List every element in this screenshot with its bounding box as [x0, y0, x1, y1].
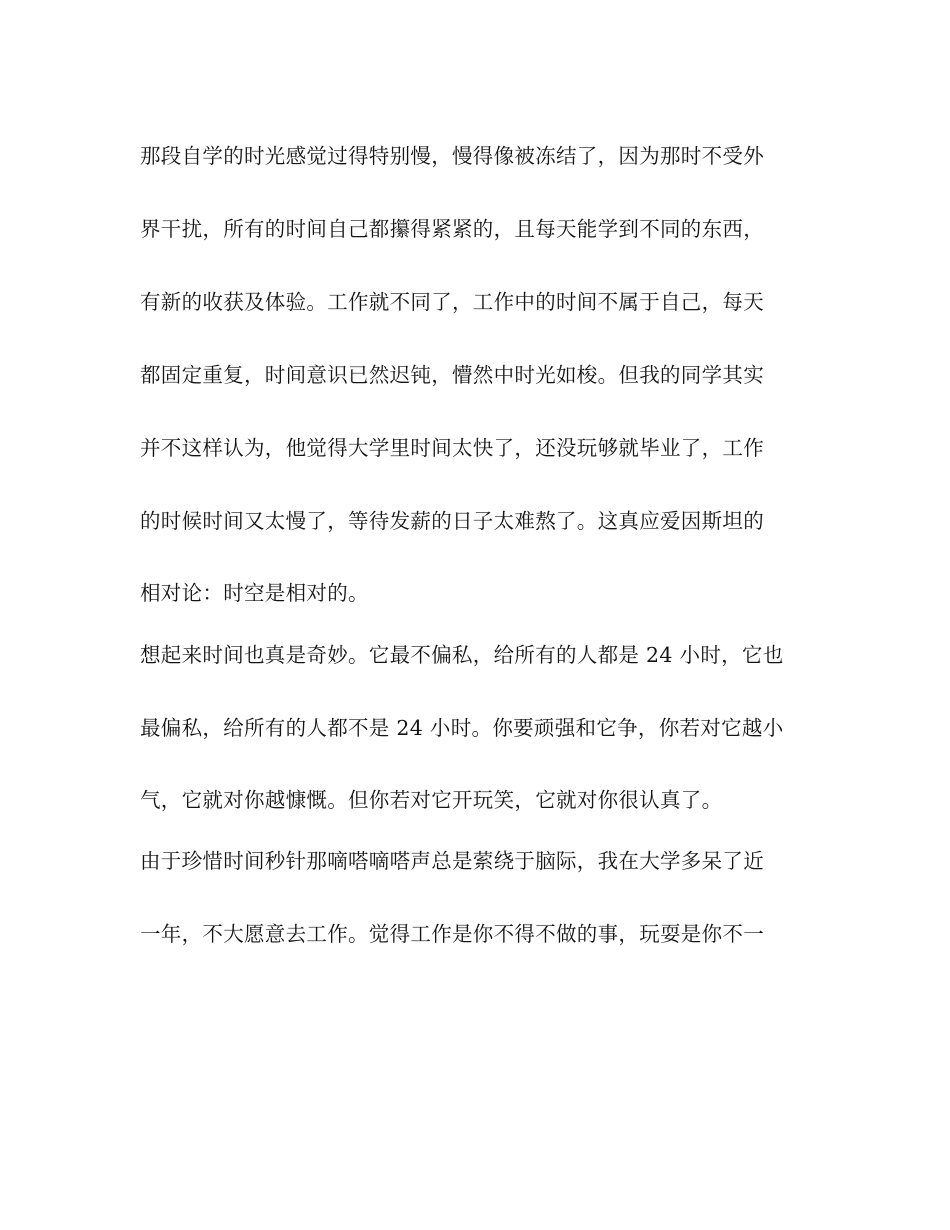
text-line: 想起来时间也真是奇妙。它最不偏私，给所有的人都是 24 小时，它也 — [140, 643, 784, 667]
text-line: 界干扰，所有的时间自己都攥得紧紧的，且每天能学到不同的东西， — [140, 217, 764, 241]
text-line: 有新的收获及体验。工作就不同了，工作中的时间不属于自己，每天 — [140, 290, 764, 314]
text-line: 相对论：时空是相对的。 — [140, 581, 369, 605]
text-line: 一年，不大愿意去工作。觉得工作是你不得不做的事，玩耍是你不一 — [140, 922, 764, 946]
text-line: 由于珍惜时间秒针那嘀嗒嘀嗒声总是萦绕于脑际，我在大学多呆了近 — [140, 849, 764, 873]
text-line: 最偏私，给所有的人都不是 24 小时。你要顽强和它争，你若对它越小 — [140, 716, 784, 740]
text-line: 的时候时间又太慢了，等待发薪的日子太难熬了。这真应爱因斯坦的 — [140, 509, 764, 533]
text-line: 都固定重复，时间意识已然迟钝，懵然中时光如梭。但我的同学其实 — [140, 363, 764, 387]
text-line: 那段自学的时光感觉过得特别慢，慢得像被冻结了，因为那时不受外 — [140, 144, 764, 168]
text-line: 并不这样认为，他觉得大学里时间太快了，还没玩够就毕业了，工作 — [140, 436, 764, 460]
text-line: 气，它就对你越慷慨。但你若对它开玩笑，它就对你很认真了。 — [140, 788, 723, 812]
